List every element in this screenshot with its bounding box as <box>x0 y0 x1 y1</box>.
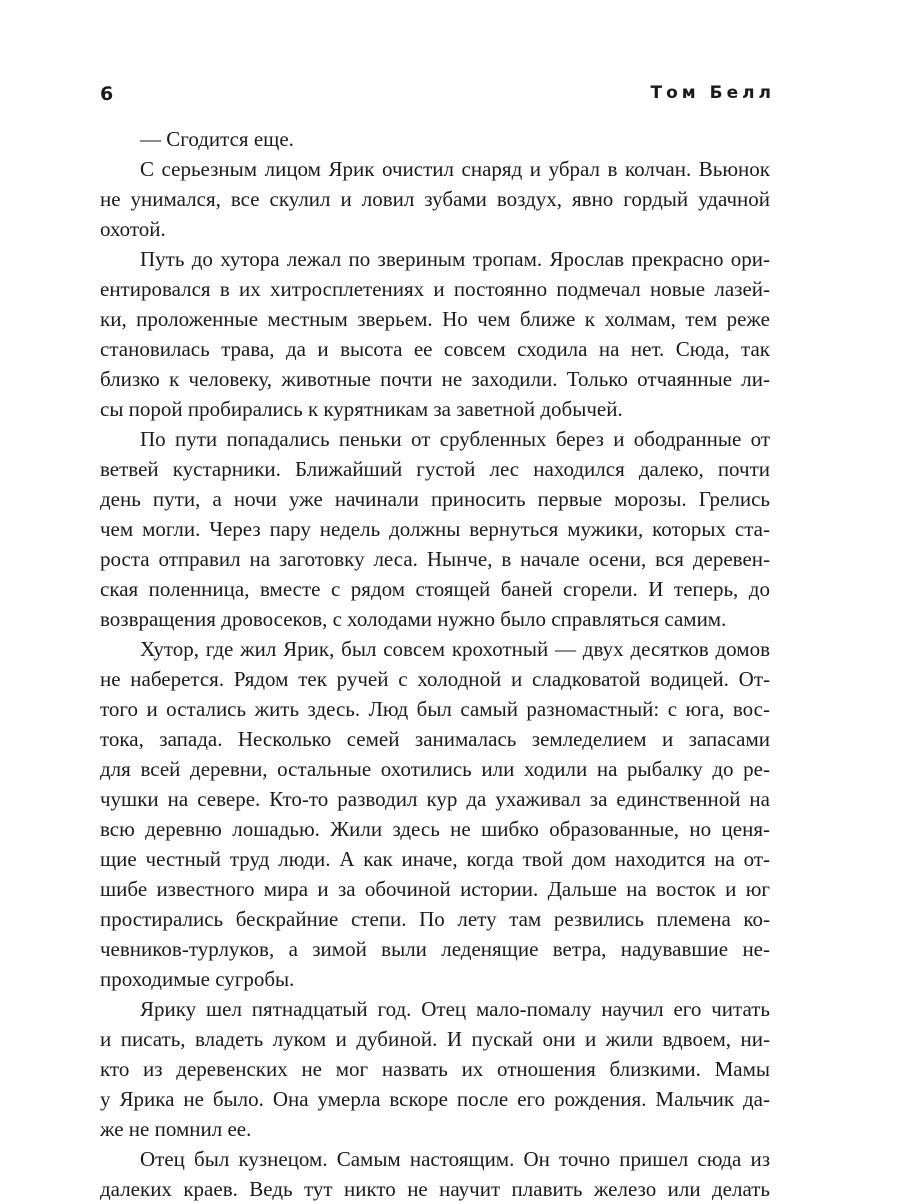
text-line: простирались бескрайние степи. По лету там резвились племена ко- <box>100 907 770 931</box>
text-line: возвращения дровосеков, с холодами нужно было справляться самим. <box>100 607 727 631</box>
page-number: 6 <box>100 83 115 105</box>
text-line: Хутор, где жил Ярик, был совсем крохотный — двух десятков домов <box>140 637 770 661</box>
text-line: чевников-турлуков, а зимой выли леденящие ветра, надувавшие не- <box>100 937 770 961</box>
text-line: у Ярика не было. Она умерла вскоре после его рождения. Мальчик да- <box>100 1087 770 1111</box>
text-line: Ярику шел пятнадцатый год. Отец мало-помалу научил его читать <box>140 997 770 1021</box>
text-line: Путь до хутора лежал по звериным тропам. Ярослав прекрасно ори- <box>140 247 770 271</box>
text-line: Отец был кузнецом. Самым настоящим. Он точно пришел сюда из <box>140 1147 770 1171</box>
text-line: роста отправил на заготовку леса. Нынче, в начале осени, вся деревен- <box>100 547 770 571</box>
text-line: далеких краев. Ведь тут никто не научит плавить железо или делать <box>100 1177 770 1201</box>
text-line: становилась трава, да и высота ее совсем сходила на нет. Сюда, так <box>100 337 770 361</box>
text-line: близко к человеку, животные почти не заходили. Только отчаянные ли- <box>100 367 770 391</box>
text-line: ентировался в их хитросплетениях и постоянно подмечал новые лазей- <box>100 277 770 301</box>
text-line: С серьезным лицом Ярик очистил снаряд и убрал в колчан. Вьюнок <box>140 157 770 181</box>
text-line: ветвей кустарники. Ближайший густой лес находился далеко, почти <box>100 457 770 481</box>
text-line: проходимые сугробы. <box>100 967 295 991</box>
text-line: чем могли. Через пару недель должны вернуться мужики, которых ста- <box>100 517 770 541</box>
text-line: того и остались жить здесь. Люд был самый разномастный: с юга, вос- <box>100 697 770 721</box>
text-line: всю деревню лошадью. Жили здесь не шибко образованные, но ценя- <box>100 817 770 841</box>
text-line: — Сгодится еще. <box>140 127 294 151</box>
text-line: сы порой пробирались к курятникам за заветной добычей. <box>100 397 623 421</box>
text-line: охотой. <box>100 217 166 241</box>
text-line: кто из деревенских не мог назвать их отношения близкими. Мамы <box>100 1057 770 1081</box>
text-line: ки, проложенные местным зверьем. Но чем ближе к холмам, тем реже <box>100 307 770 331</box>
text-line: и писать, владеть луком и дубиной. И пускай они и жили вдвоем, ни- <box>100 1027 770 1051</box>
text-line: тока, запада. Несколько семей занималась земледелием и запасами <box>100 727 770 751</box>
body-text <box>100 124 770 1204</box>
text-line: щие честный труд люди. А как иначе, когда твой дом находится на от- <box>100 847 770 871</box>
text-line: не наберется. Рядом тек ручей с холодной и сладковатой водицей. От- <box>100 667 770 691</box>
text-line: не унимался, все скулил и ловил зубами воздух, явно гордый удачной <box>100 187 770 211</box>
running-header-author: Том Белл <box>650 83 775 103</box>
text-line: По пути попадались пеньки от срубленных берез и ободранные от <box>140 427 770 451</box>
text-line: шибе известного мира и за обочиной истории. Дальше на восток и юг <box>100 877 770 901</box>
text-line: чушки на севере. Кто-то разводил кур да ухаживал за единственной на <box>100 787 770 811</box>
text-line: же не помнил ее. <box>100 1117 252 1141</box>
text-line: день пути, а ночи уже начинали приносить первые морозы. Грелись <box>100 487 770 511</box>
text-line: для всей деревни, остальные охотились или ходили на рыбалку до ре- <box>100 757 770 781</box>
text-line: ская поленница, вместе с рядом стоящей баней сгорели. И теперь, до <box>100 577 770 601</box>
